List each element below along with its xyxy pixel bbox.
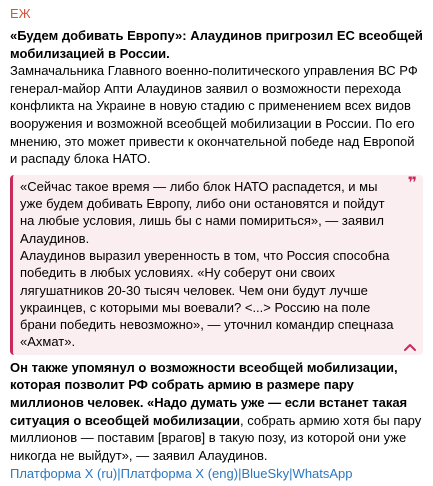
post-paragraph-2 bbox=[10, 359, 423, 465]
quote-line-1: «Сейчас такое время — либо блок НАТО распадется, и мы уже будем добивать Европу, либо они остановятся и пойдут на любые условия, лишь бы с нами помириться», — заявил Алаудинов. bbox=[20, 178, 385, 246]
chevron-up-icon[interactable] bbox=[403, 342, 417, 352]
post-paragraph-1: Замначальника Главного военно-политического управления ВС РФ генерал-майор Апти Алаудинов заявил о возможности перехода конфликта на Украине в новую стадию с применением всех видов вооружения и возможной всеобщей мобилизации в России. По его мнению, это может привести к окончательной победе над Европой и распаду блока НАТО. bbox=[10, 63, 418, 167]
quote-icon: ❞ bbox=[407, 174, 417, 192]
post-paragraph-2-rest: , собрать армию хотя бы пару миллионов — поставим [врагов] в такую позу, из которой они уже никогда не выйдут», — заявил Алаудинов. bbox=[10, 412, 422, 463]
links-row bbox=[10, 465, 423, 482]
post-title-text: «Будем добивать Европу»: Алаудинов пригрозил ЕС всеобщей мобилизацией в России. bbox=[10, 28, 423, 61]
post-title bbox=[10, 27, 423, 62]
quote-line-2: Алаудинов выразил уверенность в том, что Россия способна победить в любых условиях. «Ну соберут они своих лягушатников 20-30 тысяч человек. Чем они будут лучше украинцев, с которыми мы воевали? <...> Россию на поле брани победить невозможно», — уточнил командир спецназа «Ахмат». bbox=[20, 247, 394, 350]
author-name[interactable]: ЕЖ bbox=[10, 6, 31, 21]
link-x-eng[interactable]: Платформа X (eng) bbox=[120, 466, 239, 482]
link-whatsapp[interactable]: WhatsApp bbox=[292, 466, 353, 482]
link-separator: | bbox=[117, 466, 121, 482]
link-separator: | bbox=[289, 466, 293, 482]
blockquote bbox=[10, 175, 423, 355]
link-separator: | bbox=[238, 466, 242, 482]
post-paragraph-2-bold: Он также упомянул о возможности всеобщей мобилизации, которая позволит РФ собрать армию в размере пару миллионов человек. «Надо думать уже — если встанет такая ситуация о всеобщей мобилизации bbox=[10, 359, 408, 428]
link-bluesky[interactable]: BlueSky bbox=[241, 466, 290, 482]
link-x-ru[interactable]: Платформа X (ru) bbox=[10, 466, 118, 482]
